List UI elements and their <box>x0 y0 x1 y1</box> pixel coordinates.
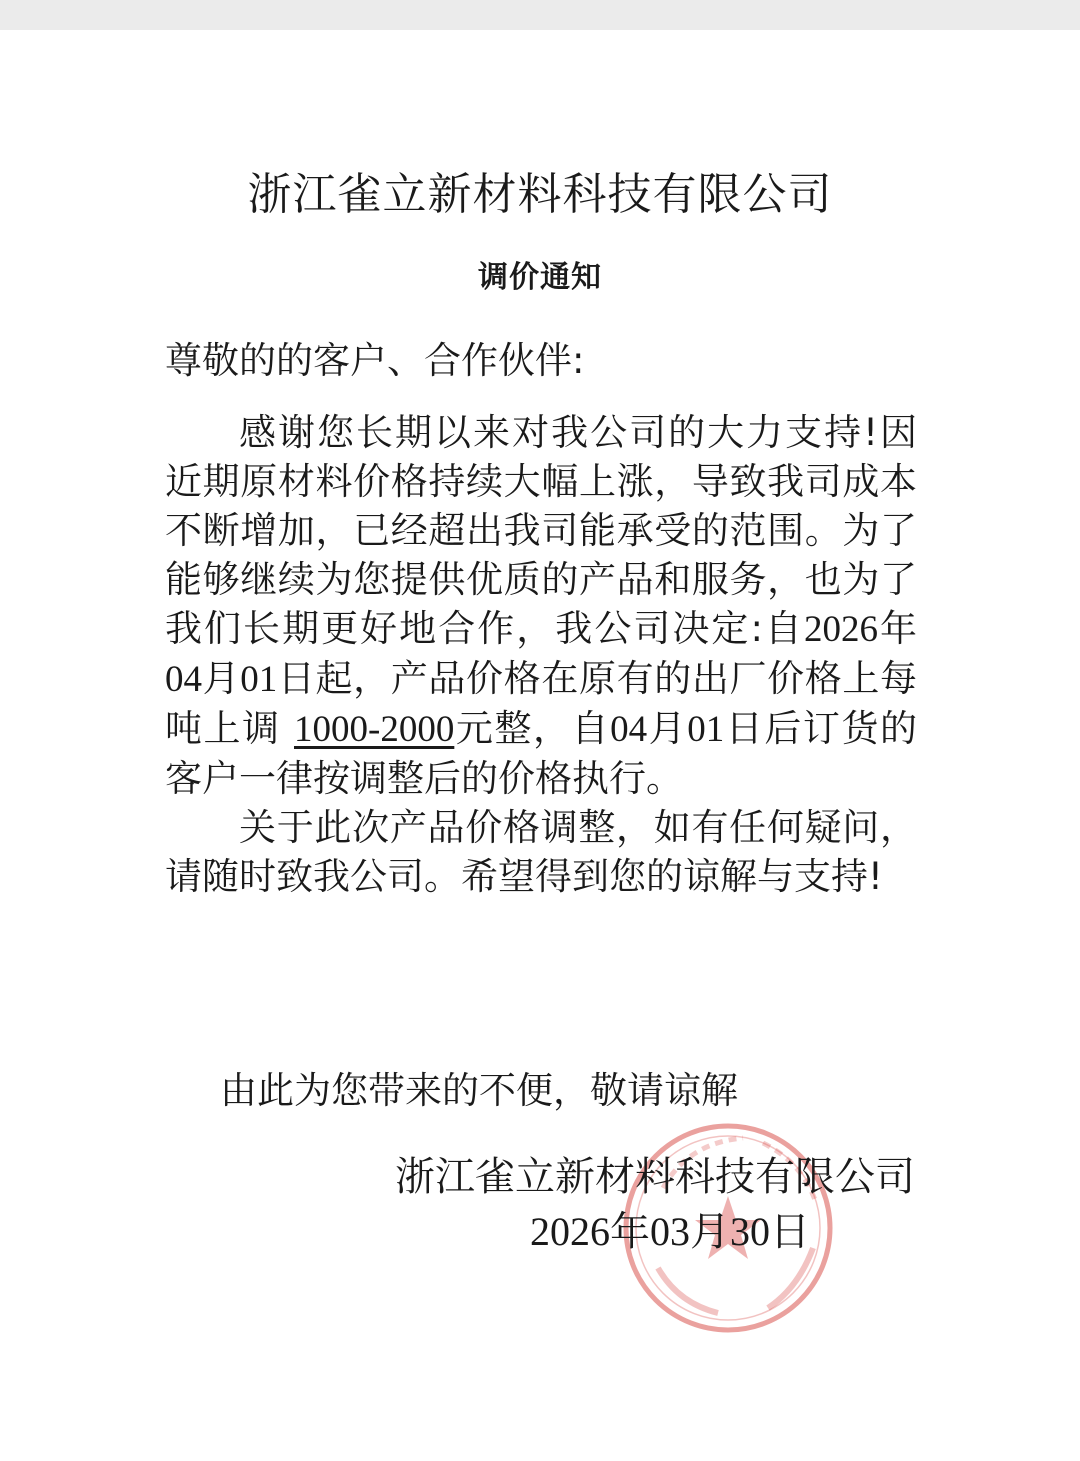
notice-body <box>165 408 917 901</box>
paragraph-1-text-c: 月 <box>202 657 241 700</box>
document-title: 浙江雀立新材料科技有限公司 <box>247 169 833 220</box>
price-increase-range: 1000-2000 <box>294 709 455 750</box>
paragraph-1-text-a: 感谢您长期以来对我公司的大力支持!因近期原材料价格持续大幅上涨，导致我司成本不断增加，已经超出我司能承受的范围。为了能够继续为您提供优质的产品和服务，也为了我们长期更好地合作，我公司决定:自 <box>165 411 917 650</box>
paragraph-1-text-d: 日起，产品价格在原有的出厂价格上每吨上调 <box>165 657 918 750</box>
paragraph-1-text-b: 年 <box>877 607 917 650</box>
paragraph-2: 关于此次产品价格调整，如有任何疑问，请随时致我公司。希望得到您的谅解与支持! <box>165 806 917 898</box>
greeting: 尊敬的的客户、合作伙伴: <box>165 339 585 382</box>
paragraph-1-text-e: 元整，自 <box>454 707 611 750</box>
document-subtitle: 调价通知 <box>478 260 602 295</box>
apology-line: 由此为您带来的不便，敬请谅解 <box>220 1069 738 1112</box>
signature-company: 浙江雀立新材料科技有限公司 <box>395 1154 915 1200</box>
paragraph-1-text-f: 月 <box>647 707 688 750</box>
effective-year: 2026 <box>803 609 878 650</box>
paragraph-1 <box>165 408 917 803</box>
signature-date: 2026年03月30日 <box>530 1209 810 1254</box>
paragraph-1-text-g: 日后订货的客户一律按调整后的价格执行。 <box>165 707 918 800</box>
order-day: 01 <box>687 709 725 750</box>
effective-day: 01 <box>240 659 278 700</box>
effective-month: 04 <box>165 659 202 700</box>
top-status-bar <box>0 0 1080 30</box>
order-month: 04 <box>610 709 648 750</box>
